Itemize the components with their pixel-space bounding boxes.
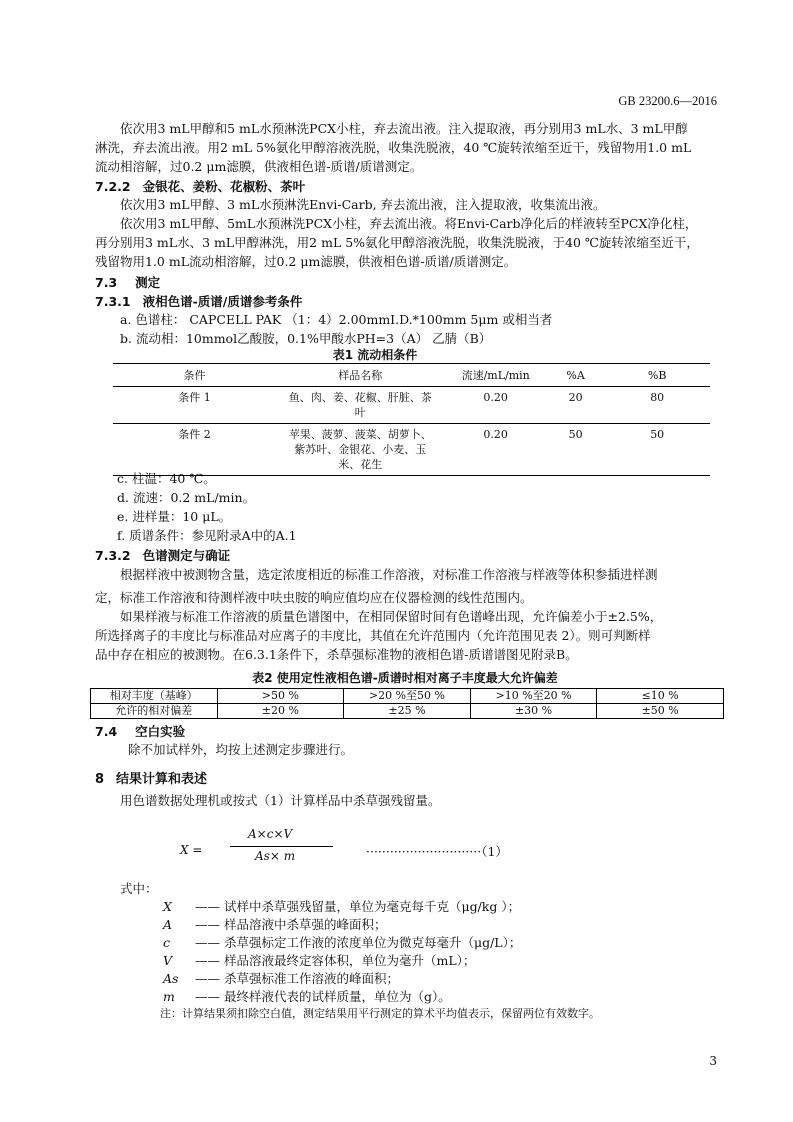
section-number: 8 xyxy=(95,772,105,787)
cell: ≤10 % xyxy=(597,689,724,704)
paragraph-line: 定，标准工作溶液和待测样液中呋虫胺的响应值均应在仪器检测的线性范围内。 xyxy=(95,590,533,605)
section-title: 测定 xyxy=(135,275,161,290)
paragraph-line: 残留物用1.0 mL流动相溶解，过0.2 μm滤膜，供液相色谱-质谱/质谱测定。 xyxy=(95,254,517,269)
variable-row xyxy=(163,988,451,1006)
cell: >20 %至50 % xyxy=(344,689,471,704)
section-number: 7.3.2 xyxy=(95,548,131,563)
cell: 条件 2 xyxy=(178,428,211,441)
cell: ±20 % xyxy=(217,704,344,719)
cell: 50 xyxy=(568,428,583,441)
variable-symbol: As xyxy=(163,971,179,986)
list-item-b: b. 流动相：10mmol乙酸胺，0.1%甲酸水PH=3（A） 乙腈（B） xyxy=(120,331,492,346)
table1 xyxy=(113,363,710,476)
list-item-f: f. 质谱条件：参见附录A中的A.1 xyxy=(117,528,297,543)
cell: 条件 1 xyxy=(113,387,276,424)
section-title: 液相色谱-质谱/质谱参考条件 xyxy=(142,294,303,309)
variable-symbol: V xyxy=(163,953,173,968)
cell: 50 xyxy=(650,428,665,441)
variable-row xyxy=(163,970,399,988)
section-heading-7-3 xyxy=(95,273,160,291)
paragraph-line: 淋洗，弃去流出液。用2 mL 5%氨化甲醇溶液洗脱，收集洗脱液，40 ℃旋转浓缩至近干，残留物用1.0 mL xyxy=(95,140,692,155)
cell: ±50 % xyxy=(597,704,724,719)
cell: >10 %至20 % xyxy=(470,689,597,704)
variable-row xyxy=(163,898,520,916)
where-label: 式中： xyxy=(120,881,158,896)
variable-desc: —— 最终样液代表的试样质量，单位为（g）。 xyxy=(195,989,451,1004)
section-title: 色谱测定与确证 xyxy=(142,548,231,563)
col-header: %A xyxy=(547,364,605,387)
cell: 相对丰度（基峰） xyxy=(91,689,218,704)
section-number: 7.3 xyxy=(95,275,118,290)
standard-number: GB 23200.6—2016 xyxy=(618,94,717,108)
variable-desc: —— 样品溶液最终定容体积，单位为毫升（mL）； xyxy=(195,953,476,968)
paragraph-line: 根据样液中被测物含量，选定浓度相近的标准工作溶液，对标准工作溶液与样液等体积参插进样测 xyxy=(120,567,658,582)
col-header: 样品名称 xyxy=(276,364,445,387)
section-heading-7-3-1 xyxy=(95,292,302,310)
paragraph-line: 再分别用3 mL水、3 mL甲醇淋洗，用2 mL 5%氨化甲醇溶液洗脱，收集洗脱液，于40 ℃旋转浓缩至近干， xyxy=(95,235,699,250)
cell: 80 xyxy=(604,387,710,424)
list-item-a: a. 色谱柱： CAPCELL PAK （1：4）2.00mmI.D.*100mm 5μm 或相当者 xyxy=(120,312,553,327)
variable-symbol: c xyxy=(163,935,171,950)
cell: >50 % xyxy=(217,689,344,704)
cell: ±25 % xyxy=(344,704,471,719)
equation-number: ·····························（1） xyxy=(366,844,508,859)
section-number: 7.4 xyxy=(95,724,118,739)
variable-desc: —— 杀草强标准工作溶液的峰面积； xyxy=(195,971,399,986)
table2 xyxy=(90,688,724,719)
variable-symbol: X xyxy=(163,899,172,914)
table-row xyxy=(91,689,724,704)
paragraph-line: 所选择离子的丰度比与标准品对应离子的丰度比，其值在允许范围内（允许范围见表 2）。则可判断样 xyxy=(95,628,651,643)
variable-row xyxy=(163,952,475,970)
variable-symbol: m xyxy=(163,989,175,1004)
cell: 鱼、肉、姜、花椒、肝脏、茶叶 xyxy=(276,387,445,424)
section-heading-7-4 xyxy=(95,722,185,740)
section-heading-7-3-2 xyxy=(95,546,230,564)
list-item-e: e. 进样量：10 μL。 xyxy=(117,509,232,524)
cell: 允许的相对偏差 xyxy=(91,704,218,719)
cell: 0.20 xyxy=(483,428,508,441)
section-title: 空白实验 xyxy=(135,724,186,739)
cell: 苹果、菠萝、菠菜、胡萝卜、紫苏叶、金银花、小麦、玉米、花生 xyxy=(288,428,432,471)
paragraph-line: 如果样液与标准工作溶液的质量色谱图中，在相同保留时间有色谱峰出现，允许偏差小于±2.5%， xyxy=(120,609,663,624)
table-row xyxy=(113,424,710,476)
variable-row xyxy=(163,934,521,952)
paragraph-line: 流动相溶解，过0.2 μm滤膜，供液相色谱-质谱/质谱测定。 xyxy=(95,159,423,174)
variable-row xyxy=(163,916,386,934)
section-heading-7-2-2 xyxy=(95,177,305,195)
paragraph-line: 品中存在相应的被测物。在6.3.1条件下，杀草强标准物的液相色谱-质谱谱图见附录B。 xyxy=(95,647,578,662)
fraction-bar xyxy=(230,846,333,847)
section-number: 7.2.2 xyxy=(95,179,131,194)
table1-caption: 表1 流动相条件 xyxy=(332,348,418,362)
section-title: 结果计算和表述 xyxy=(116,772,208,787)
cell: 0.20 xyxy=(445,387,547,424)
paragraph-line: 除不加试样外，均按上述测定步骤进行。 xyxy=(128,742,354,757)
list-item-c: c. 柱温：40 ℃。 xyxy=(117,471,216,486)
table-row xyxy=(91,704,724,719)
formula-numerator: A×c×V xyxy=(248,827,293,841)
page-number: 3 xyxy=(709,1054,717,1068)
list-item-d: d. 流速：0.2 mL/min。 xyxy=(117,490,256,505)
variable-symbol: A xyxy=(163,917,173,932)
note: 注：计算结果须扣除空白值，测定结果用平行测定的算术平均值表示，保留两位有效数字。 xyxy=(160,1007,600,1020)
variable-desc: —— 试样中杀草强残留量，单位为毫克每千克（μg/kg ）； xyxy=(195,899,521,914)
paragraph-line: 依次用3 mL甲醇、5mL水预淋洗PCX小柱，弃去流出液。将Envi-Carb净化后的样液转至PCX净化柱， xyxy=(120,216,698,231)
col-header: %B xyxy=(604,364,710,387)
table2-caption: 表2 使用定性液相色谱-质谱时相对离子丰度最大允许偏差 xyxy=(252,671,558,685)
section-number: 7.3.1 xyxy=(95,294,131,309)
formula-denominator: As× m xyxy=(255,849,296,863)
cell: 20 xyxy=(547,387,605,424)
variable-desc: —— 样品溶液中杀草强的峰面积； xyxy=(195,917,387,932)
paragraph-line: 依次用3 mL甲醇、3 mL水预淋洗Envi-Carb, 弃去流出液，注入提取液，收集流出液。 xyxy=(120,197,606,212)
col-header: 流速/mL/min xyxy=(445,364,547,387)
variable-desc: —— 杀草强标定工作液的浓度单位为微克每毫升（μg/L）； xyxy=(195,935,522,950)
section-title: 金银花、姜粉、花椒粉、茶叶 xyxy=(142,179,306,194)
formula-lhs: X = xyxy=(180,843,203,857)
paragraph-line: 依次用3 mL甲醇和5 mL水预淋洗PCX小柱，弃去流出液。注入提取液，再分别用3 mL水、3 mL甲醇 xyxy=(120,121,688,136)
paragraph-line: 用色谱数据处理机或按式（1）计算样品中杀草强残留量。 xyxy=(120,793,441,808)
table-header-row xyxy=(113,364,710,387)
col-header: 条件 xyxy=(113,364,276,387)
section-heading-8 xyxy=(95,768,207,787)
cell: ±30 % xyxy=(470,704,597,719)
table-row xyxy=(113,387,710,424)
